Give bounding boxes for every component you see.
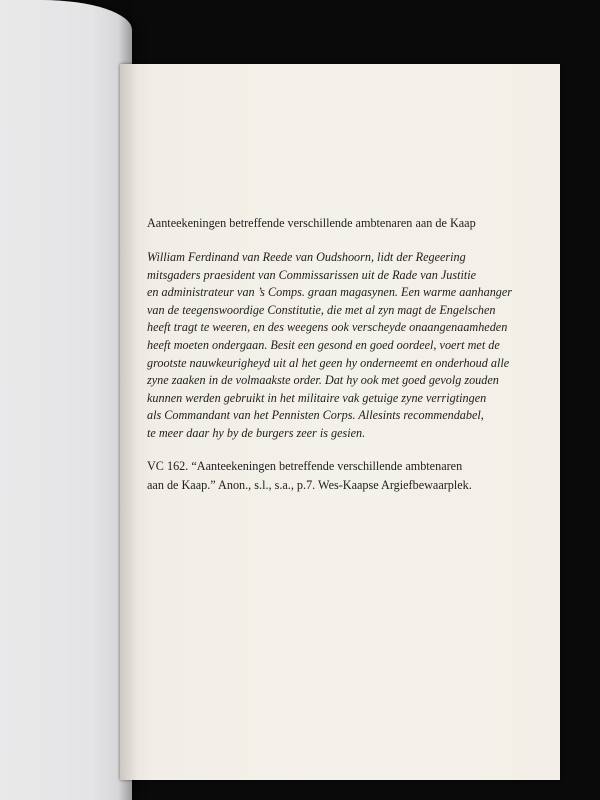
passage-line: mitsgaders praesident van Commissarissen uit de Rade van Justitie <box>147 267 477 282</box>
passage-line: en administrateur van ’s Comps. graan magasynen. Een warme aanhanger <box>147 285 513 300</box>
passage-line: kunnen werden gebruikt in het militaire vak getuige zyne verrigtingen <box>147 390 487 405</box>
page-text <box>147 214 547 495</box>
passage-line: William Ferdinand van Reede van Oudshoorn, lidt der Regeering <box>147 250 466 264</box>
passage-line: grootste nauwkeurigheyd uit al het geen hy onderneemt en onderhoud alle <box>147 355 510 370</box>
source-citation <box>147 457 547 495</box>
citation-line: VC 162. “Aanteekeningen betreffende verschillende ambtenaren <box>147 458 463 473</box>
quoted-passage <box>147 249 547 443</box>
passage-line: van de teegenswoordige Constitutie, die met al zyn magt de Engelschen <box>147 302 496 317</box>
passage-line: zyne zaaken in de volmaakste order. Dat hy ook met goed gevolg zouden <box>147 373 499 388</box>
passage-line: te meer daar hy by de burgers zeer is gesien. <box>147 425 366 440</box>
passage-line: als Commandant van het Pennisten Corps. Allesints recommendabel, <box>147 408 484 423</box>
passage-line: heeft moeten ondergaan. Besit een gesond en goed oordeel, voert met de <box>147 337 500 352</box>
page-heading: Aanteekeningen betreffende verschillende ambtenaren aan de Kaap <box>147 216 476 230</box>
left-page <box>0 0 132 800</box>
passage-line: heeft tragt te weeren, en des weegens ook verscheyde onaangenaamheden <box>147 320 508 335</box>
right-page <box>120 64 560 780</box>
citation-line: aan de Kaap.” Anon., s.l., s.a., p.7. Wes-Kaapse Argiefbewaarplek. <box>147 477 472 492</box>
